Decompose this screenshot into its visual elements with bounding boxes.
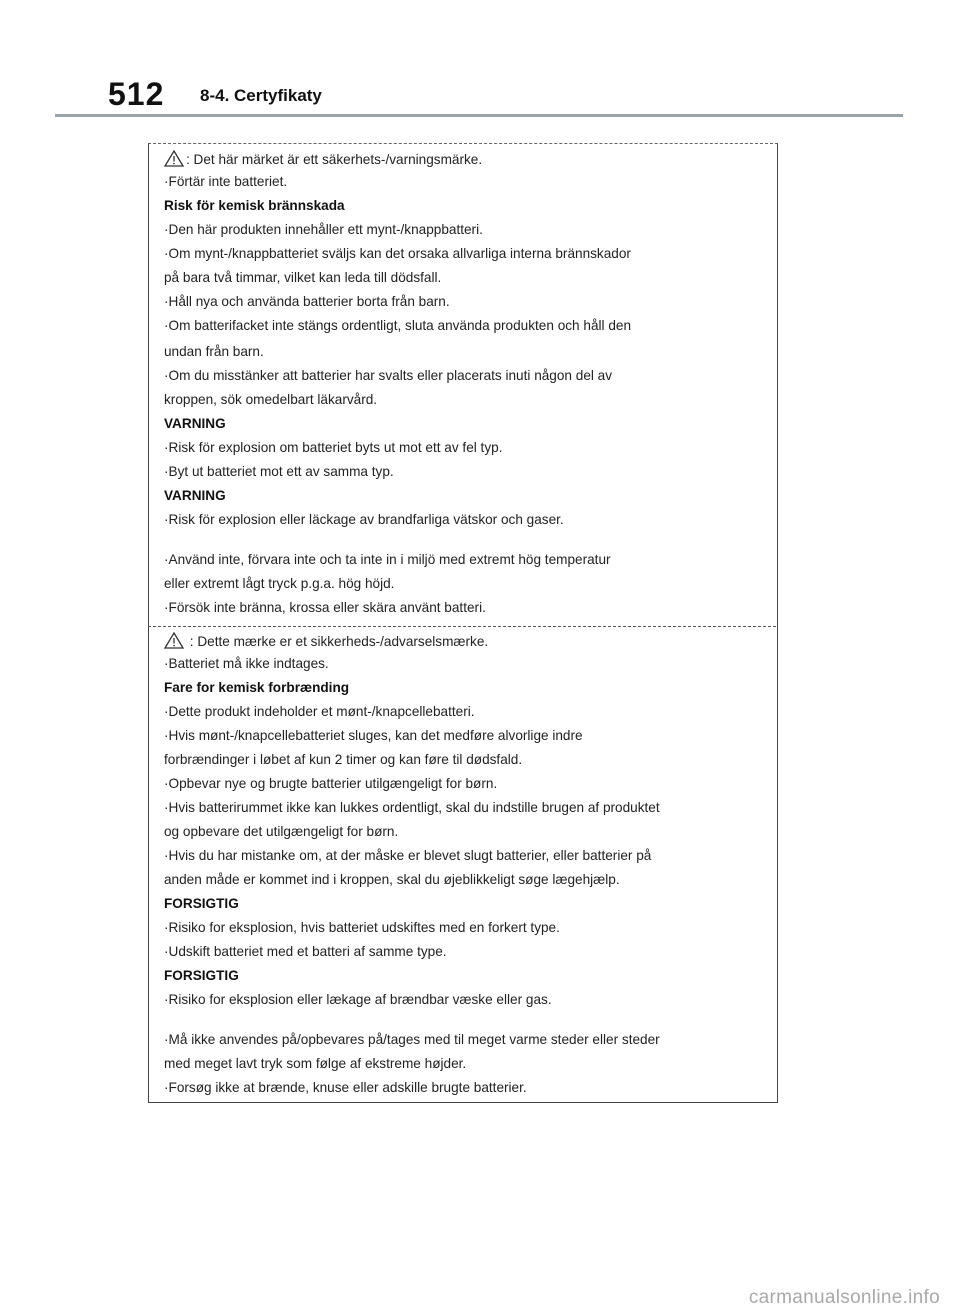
text-line	[164, 920, 560, 935]
text-line	[164, 552, 611, 567]
text-line	[164, 440, 502, 455]
section-heading	[164, 680, 349, 695]
line-text: ·Försök inte bränna, krossa eller skära använt batteri.	[164, 600, 486, 615]
text-line	[164, 270, 441, 285]
line-text: ·Dette produkt indeholder et mønt-/knapcellebatteri.	[164, 704, 475, 719]
header-divider	[55, 114, 903, 117]
text-line	[164, 368, 612, 383]
text-line	[164, 776, 497, 791]
line-text: ·Håll nya och använda batterier borta från barn.	[164, 294, 450, 309]
text-line	[164, 600, 486, 615]
warning-triangle-icon	[164, 632, 184, 652]
section-title: 8-4. Certyfikaty	[200, 86, 322, 105]
line-text: kroppen, sök omedelbart läkarvård.	[164, 392, 378, 407]
text-line	[164, 246, 631, 261]
section-heading	[164, 198, 345, 213]
text-line	[164, 294, 450, 309]
text-line	[164, 728, 583, 743]
text-line	[164, 392, 377, 407]
line-text: ·Hvis mønt-/knapcellebatteriet sluges, kan det medføre alvorlige indre	[164, 728, 583, 743]
text-line	[164, 824, 398, 839]
line-text: ·Opbevar nye og brugte batterier utilgængeligt for børn.	[164, 776, 498, 791]
line-text: ·Forsøg ikke at brænde, knuse eller adskille brugte batterier.	[164, 1080, 527, 1095]
line-text: VARNING	[164, 416, 226, 431]
text-line	[164, 1056, 466, 1071]
line-text: FORSIGTIG	[164, 968, 239, 983]
text-line	[164, 174, 287, 189]
text-line	[164, 800, 660, 815]
line-text: ·Må ikke anvendes på/opbevares på/tages med til meget varme steder eller steder	[164, 1032, 660, 1047]
line-text: ·Batteriet må ikke indtages.	[164, 656, 329, 671]
text-line	[164, 704, 475, 719]
line-text: Fare for kemisk forbrænding	[164, 680, 350, 695]
text-line	[164, 944, 447, 959]
line-text: ·Hvis du har mistanke om, at der måske er blevet slugt batterier, eller batterier på	[164, 848, 652, 863]
text-line	[164, 632, 488, 652]
text-line	[164, 576, 394, 591]
section-heading	[164, 488, 226, 503]
text-line	[164, 1080, 527, 1095]
text-line	[164, 848, 651, 863]
text-line	[164, 464, 394, 479]
line-text: med meget lavt tryk som følge af ekstreme højder.	[164, 1056, 467, 1071]
line-text: Risk för kemisk brännskada	[164, 198, 345, 213]
text-line	[164, 344, 264, 359]
line-text: : Dette mærke er et sikkerheds-/advarselsmærke.	[186, 634, 489, 649]
text-line	[164, 222, 483, 237]
line-text: forbrændinger i løbet af kun 2 timer og kan føre til dødsfald.	[164, 752, 523, 767]
line-text: ·Förtär inte batteriet.	[164, 174, 288, 189]
text-line	[164, 150, 482, 170]
line-text: ·Udskift batteriet med et batteri af samme type.	[164, 944, 447, 959]
line-text: FORSIGTIG	[164, 896, 239, 911]
text-line	[164, 752, 522, 767]
line-text: ·Risiko for eksplosion eller lækage af brændbar væske eller gas.	[164, 992, 552, 1007]
line-text: ·Den här produkten innehåller ett mynt-/knappbatteri.	[164, 222, 483, 237]
page-header	[0, 0, 960, 120]
text-line	[164, 992, 552, 1007]
line-text: ·Byt ut batteriet mot ett av samma typ.	[164, 464, 394, 479]
line-text: ·Om mynt-/knappbatteriet sväljs kan det orsaka allvarliga interna brännskador	[164, 246, 631, 261]
scanned-certificate-box	[148, 143, 778, 1103]
line-text: undan från barn.	[164, 344, 264, 359]
text-line	[164, 1032, 660, 1047]
warning-triangle-icon	[164, 150, 184, 170]
text-line	[164, 872, 620, 887]
line-text: ·Om du misstänker att batterier har svalts eller placerats inuti någon del av	[164, 368, 613, 383]
line-text: på bara två timmar, vilket kan leda till dödsfall.	[164, 270, 442, 285]
page-number: 512	[108, 76, 165, 112]
line-text: og opbevare det utilgængeligt for børn.	[164, 824, 399, 839]
section-heading	[164, 896, 239, 911]
line-text: ·Risiko for eksplosion, hvis batteriet udskiftes med en forkert type.	[164, 920, 560, 935]
text-line	[164, 512, 564, 527]
line-text: : Det här märket är ett säkerhets-/varningsmärke.	[186, 152, 483, 167]
line-text: ·Hvis batterirummet ikke kan lukkes ordentligt, skal du indstille brugen af produktet	[164, 800, 660, 815]
line-text: ·Använd inte, förvara inte och ta inte in i miljö med extremt hög temperatur	[164, 552, 611, 567]
text-line	[164, 656, 329, 671]
line-text: VARNING	[164, 488, 226, 503]
language-divider	[148, 626, 776, 627]
section-heading	[164, 968, 239, 983]
line-text: ·Risk för explosion om batteriet byts ut mot ett av fel typ.	[164, 440, 503, 455]
line-text: ·Risk för explosion eller läckage av brandfarliga vätskor och gaser.	[164, 512, 564, 527]
text-line	[164, 318, 631, 333]
watermark: carmanualsonline.info	[748, 1287, 940, 1308]
line-text: ·Om batterifacket inte stängs ordentligt, sluta använda produkten och håll den	[164, 318, 631, 333]
line-text: anden måde er kommet ind i kroppen, skal du øjeblikkeligt søge lægehjælp.	[164, 872, 620, 887]
line-text: eller extremt lågt tryck p.g.a. hög höjd.	[164, 576, 395, 591]
section-heading	[164, 416, 226, 431]
